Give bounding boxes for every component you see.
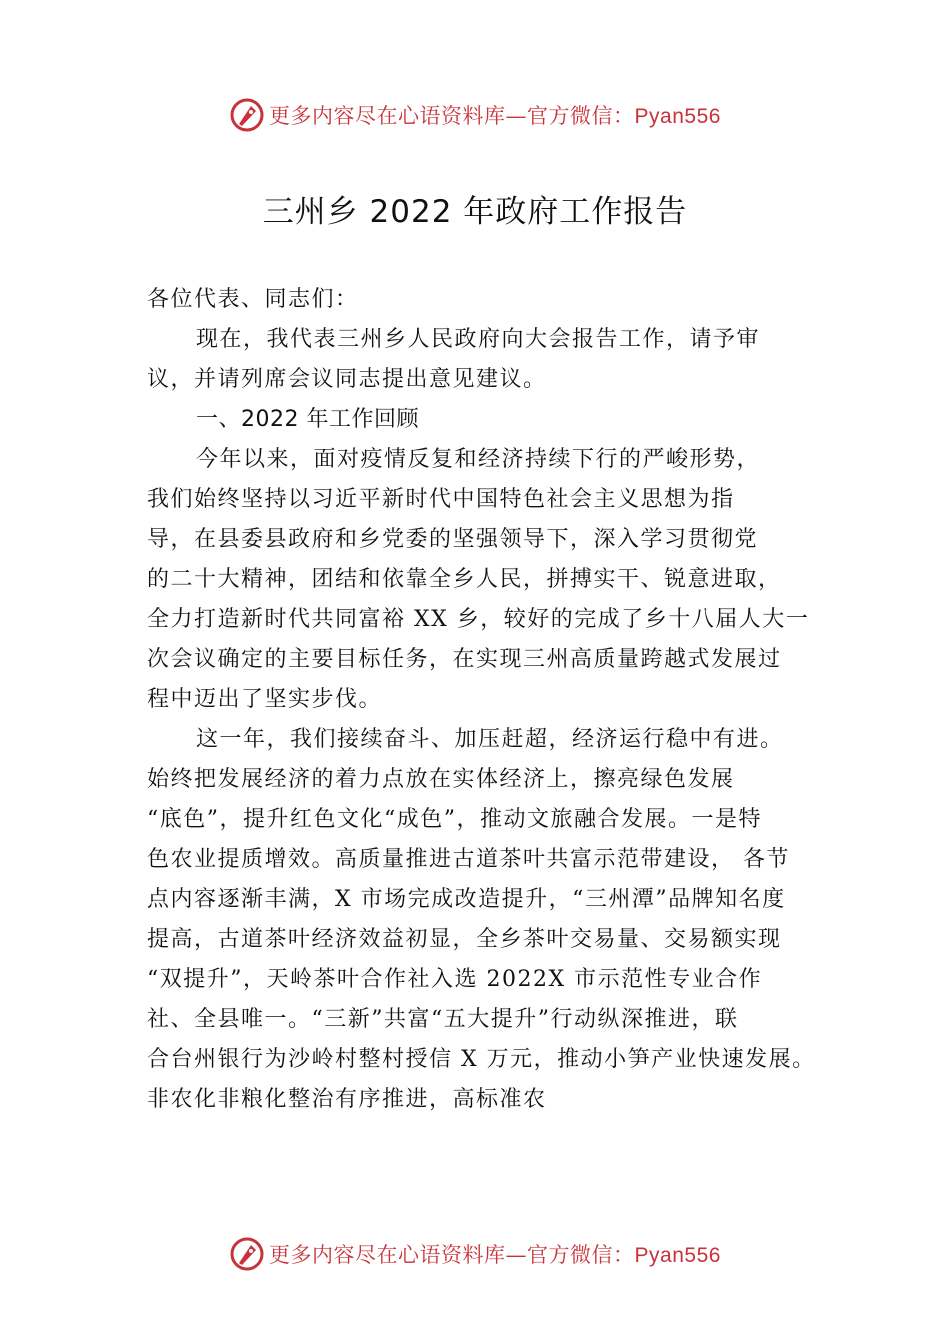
watermark-wechat: Pyan556 [634,105,721,128]
text-line: 导，在县委县政府和乡党委的坚强领导下，深入学习贯彻党 [147,527,759,552]
text-line: “双提升”，天岭茶叶合作社入选 2022X 市示范性专业合作 [147,967,763,992]
text-line: 次会议确定的主要目标任务，在实现三州高质量跨越式发展过 [147,647,782,672]
text-line: 的二十大精神，团结和依靠全乡人民，拼搏实干、锐意进取， [147,567,782,592]
text-line: 提高，古道茶叶经济效益初显，全乡茶叶交易量、交易额实现 [147,927,782,952]
watermark-text: 更多内容尽在心语资料库—官方微信： [269,1243,635,1267]
text-line: 非农化非粮化整治有序推进，高标准农 [147,1087,547,1112]
text-line: 我们始终坚持以习近平新时代中国特色社会主义思想为指 [147,487,735,512]
text-line: 程中迈出了坚实步伐。 [147,687,383,712]
text-line: 始终把发展经济的着力点放在实体经济上，擦亮绿色发展 [147,767,735,792]
text-line: 今年以来，面对疫情反复和经济持续下行的严峻形势， [196,447,761,472]
text-line: 这一年，我们接续奋斗、加压赶超，经济运行稳中有进。 [196,727,784,752]
text-line: 全力打造新时代共同富裕 XX 乡，较好的完成了乡十八届人大一 [147,607,810,632]
watermark-banner-top [0,93,950,137]
pen-nib-logo-icon [229,97,265,133]
watermark-text: 更多内容尽在心语资料库—官方微信： [269,104,635,128]
text-line: 现在，我代表三州乡人民政府向大会报告工作，请予审 [196,327,761,352]
text-line: 社、全县唯一。“三新”共富“五大提升”行动纵深推进，联 [147,1007,739,1032]
section-heading: 一、2022 年工作回顾 [196,407,419,432]
text-line: 点内容逐渐丰满，X 市场完成改造提升，“三州潭”品牌知名度 [147,887,786,912]
text-line: “底色”，提升红色文化“成色”，推动文旅融合发展。一是特 [147,807,762,832]
watermark-wechat: Pyan556 [634,1244,721,1267]
watermark-banner-bottom [0,1232,950,1276]
salutation: 各位代表、同志们： [147,287,359,312]
document-body [147,280,837,1120]
pen-nib-logo-icon [229,1236,265,1272]
document-title: 三州乡 2022 年政府工作报告 [262,194,688,230]
text-line: 色农业提质增效。高质量推进古道茶叶共富示范带建设， 各节 [147,847,790,872]
text-line: 合台州银行为沙岭村整村授信 X 万元，推动小笋产业快速发展。 [147,1047,816,1072]
text-line: 议，并请列席会议同志提出意见建议。 [147,367,547,392]
